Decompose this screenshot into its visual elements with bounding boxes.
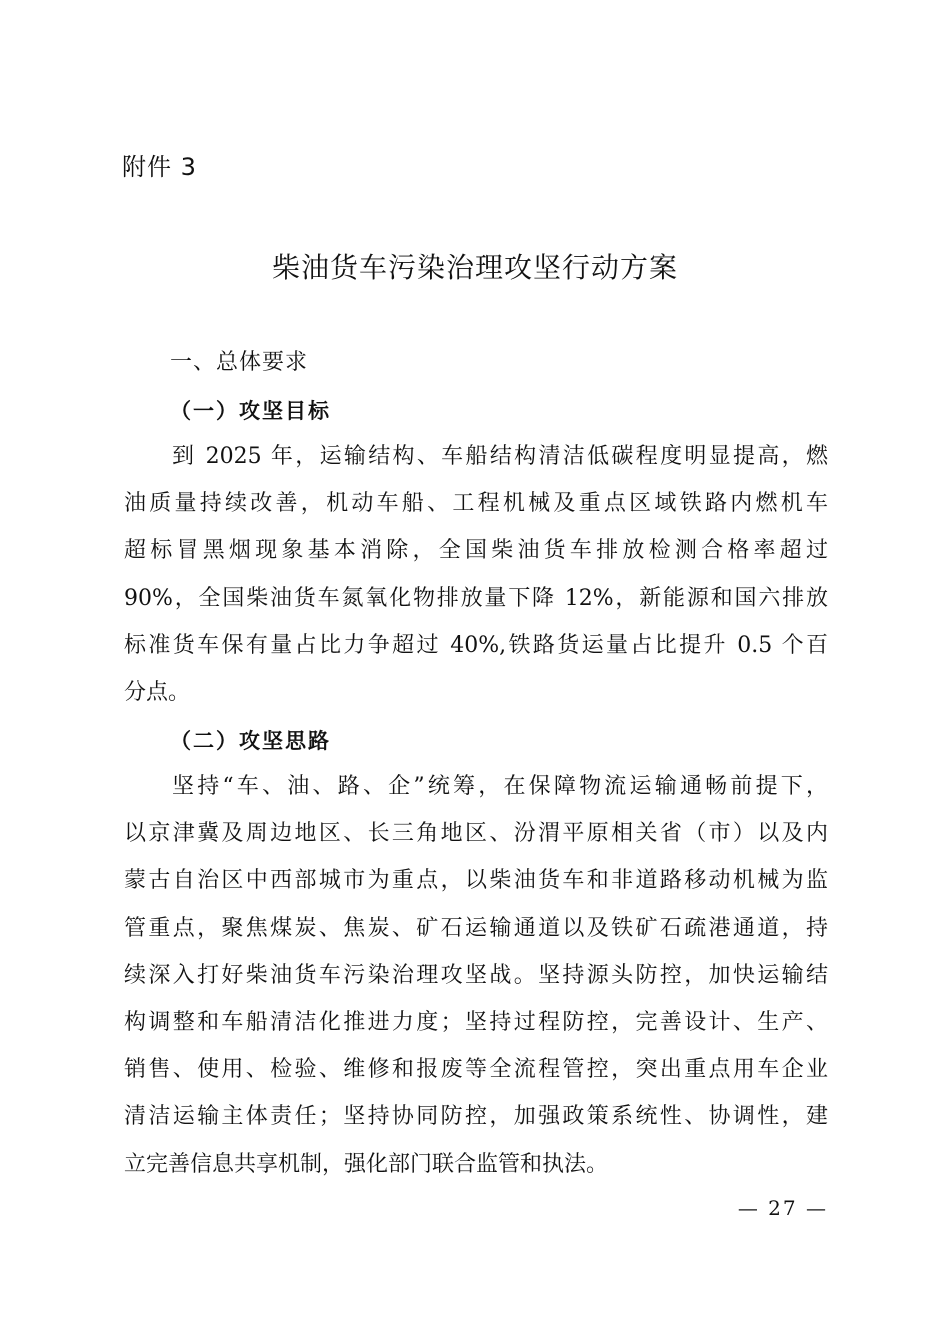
paragraph-line: 标准货车保有量占比力争超过 40%,铁路货运量占比提升 0.5 个百	[124, 632, 828, 658]
paragraph-line: 立完善信息共享机制，强化部门联合监管和执法。	[124, 1151, 609, 1177]
page-number: — 27 —	[737, 1196, 828, 1220]
paragraph-line: 分点。	[124, 679, 191, 705]
paragraph-line: 管重点，聚焦煤炭、焦炭、矿石运输通道以及铁矿石疏港通道，持	[124, 915, 828, 941]
document-title: 柴油货车污染治理攻坚行动方案	[271, 251, 678, 284]
paragraph-line: 以京津冀及周边地区、长三角地区、汾渭平原相关省（市）以及内	[124, 821, 828, 847]
paragraph-line: 超标冒黑烟现象基本消除，全国柴油货车排放检测合格率超过	[124, 538, 828, 564]
paragraph-line: 续深入打好柴油货车污染治理攻坚战。坚持源头防控，加快运输结	[124, 962, 828, 988]
paragraph-line: 油质量持续改善，机动车船、工程机械及重点区域铁路内燃机车	[124, 491, 828, 517]
paragraph-goals	[124, 440, 828, 723]
section-heading-general-requirements: 一、总体要求	[170, 350, 309, 375]
paragraph-line: 蒙古自治区中西部城市为重点，以柴油货车和非道路移动机械为监	[124, 868, 828, 894]
paragraph-line: 构调整和车船清洁化推进力度；坚持过程防控，完善设计、生产、	[124, 1009, 828, 1035]
subsection-heading-goals: （一）攻坚目标	[170, 399, 331, 423]
paragraph-approach	[124, 770, 828, 1195]
subsection-heading-approach: （二）攻坚思路	[170, 729, 331, 753]
paragraph-line: 到 2025 年，运输结构、车船结构清洁低碳程度明显提高，燃	[172, 444, 828, 469]
paragraph-line: 坚持“车、油、路、企”统筹，在保障物流运输通畅前提下，	[172, 774, 828, 799]
paragraph-line: 90%，全国柴油货车氮氧化物排放量下降 12%，新能源和国六排放	[124, 585, 828, 611]
attachment-label: 附件 3	[122, 153, 197, 181]
paragraph-line: 销售、使用、检验、维修和报废等全流程管控，突出重点用车企业	[124, 1057, 828, 1083]
paragraph-line: 清洁运输主体责任；坚持协同防控，加强政策系统性、协调性，建	[124, 1104, 828, 1130]
